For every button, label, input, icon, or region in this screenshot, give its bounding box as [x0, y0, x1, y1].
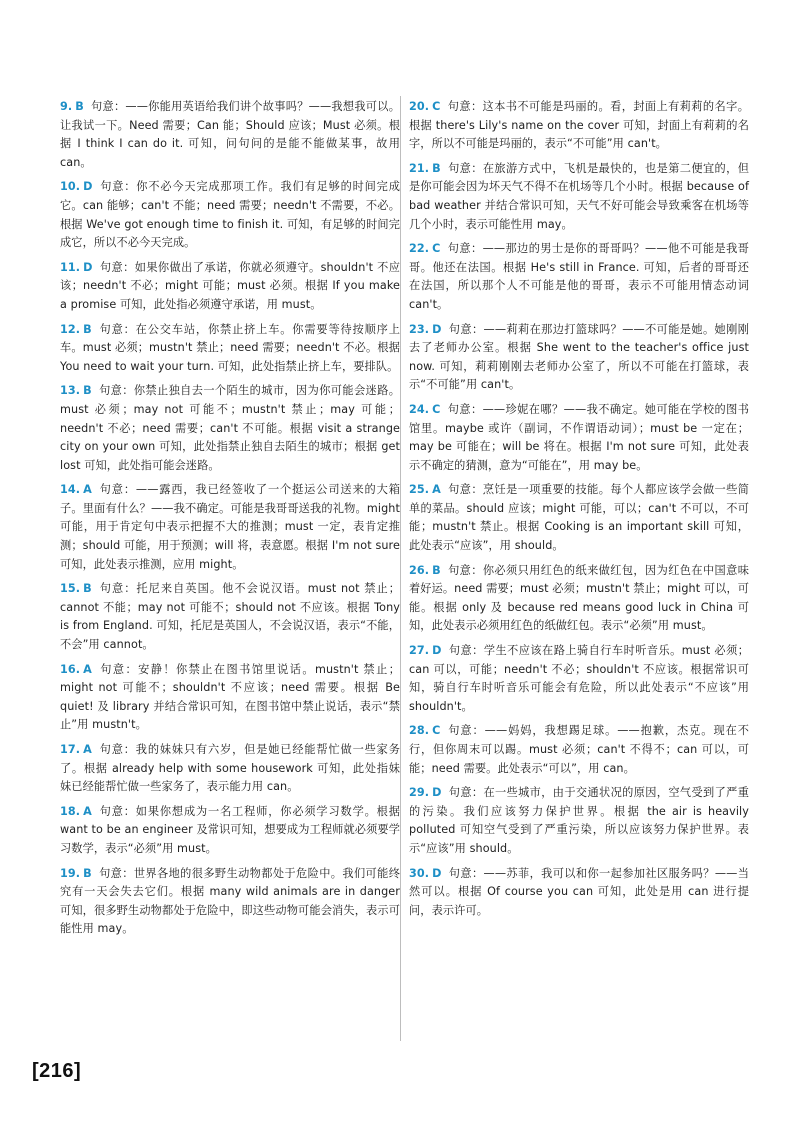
- number-label: 27.: [409, 644, 430, 658]
- answer-entry: [60, 803, 400, 859]
- number-label: 26.: [409, 563, 430, 577]
- answer-letter: B: [83, 866, 92, 880]
- question-number: [409, 564, 441, 577]
- explanation-text: 句意：我的妹妹只有六岁，但是她已经能帮忙做一些家务了。根据 already help with some housework 可知，此处指妹妹已经能帮忙做一些家务了，表示能力用 can。: [60, 743, 400, 794]
- explanation-text: 句意：——你能用英语给我们讲个故事吗？——我想我可以。让我试一下。Need 需要；Can 能；Should 应该；Must 必须。根据 I think I can do it. 可知，问句问的是能不能做某事，故用 can。: [60, 100, 400, 169]
- answer-entry: [60, 259, 400, 315]
- explanation-text: 句意：这本书不可能是玛丽的。看，封面上有莉莉的名字。根据 there's Lily's name on the cover 可知，封面上有莉莉的名字，所以不可能是玛丽的，表示“不可能”用 can't。: [409, 100, 749, 151]
- column-divider: [400, 96, 401, 1041]
- question-number: [60, 743, 92, 756]
- question-number: [409, 724, 440, 737]
- answer-entry: [409, 481, 749, 555]
- number-label: 14.: [60, 483, 81, 497]
- number-label: 16.: [60, 662, 81, 676]
- number-label: 11.: [60, 260, 81, 274]
- answer-letter: B: [75, 100, 84, 113]
- right-column: [409, 98, 749, 926]
- explanation-text: 句意：烹饪是一项重要的技能。每个人都应该学会做一些简单的菜品。should 应该；might 可能，可以；can't 不可以，不可能；mustn't 禁止。根据 Cooking is an important skill 可知，此处表示“应该”，用 should。: [409, 483, 749, 553]
- answer-letter: D: [432, 866, 442, 880]
- answer-entry: [60, 865, 400, 939]
- explanation-text: 句意：如果你做出了承诺，你就必须遵守。shouldn't 不应该；needn't 不必；might 可能；must 必须。根据 If you make a promise 可知，此处指必须遵守承诺，用 must。: [60, 260, 400, 311]
- question-number: [60, 384, 92, 397]
- answer-entry: [60, 741, 400, 797]
- question-number: [60, 867, 92, 880]
- answer-entry: [409, 722, 749, 778]
- question-number: [409, 242, 440, 255]
- answer-entry: [409, 865, 749, 921]
- answer-entry: [60, 382, 400, 475]
- answer-letter: B: [83, 384, 92, 398]
- left-column: [60, 98, 400, 945]
- answer-letter: A: [83, 662, 92, 676]
- question-number: [409, 867, 442, 880]
- answer-entry: [60, 481, 400, 574]
- number-label: 29.: [409, 786, 430, 800]
- question-number: [60, 100, 84, 113]
- answer-entry: [409, 401, 749, 475]
- answer-letter: C: [432, 100, 441, 113]
- question-number: [60, 483, 92, 496]
- explanation-text: 句意：在公交车站，你禁止挤上车。你需要等待按顺序上车。must 必须；mustn't 禁止；need 需要；needn't 不必。根据 You need to wait your turn. 可知，此处指禁止挤上车，要排队。: [60, 322, 400, 373]
- explanation-text: 句意：你禁止独自去一个陌生的城市，因为你可能会迷路。must 必须；may not 可能不；mustn't 禁止；may 可能；needn't 不必；need 需要；can't 不可能。根据 visit a strange city on your own 可知，此处指禁止独自去陌生的城市；根据 get lost 可知，此处指可能会迷路。: [60, 384, 400, 472]
- explanation-text: 句意：——露西，我已经签收了一个挺运公司送来的大箱子。里面有什么？——我不确定。可能是我哥哥送我的礼物。might 可能，用于肯定句中表示把握不大的推测；must 一定，表肯定推测；should 可能，用于预测；will 将，表意愿。根据 I'm not sure 可知，此处表示推测，应用 might。: [60, 483, 400, 571]
- number-label: 13.: [60, 384, 81, 398]
- number-label: 30.: [409, 866, 430, 880]
- answer-entry: [409, 642, 749, 716]
- number-label: 12.: [60, 322, 81, 336]
- answer-entry: [409, 784, 749, 858]
- answer-letter: D: [432, 322, 442, 336]
- answer-letter: A: [83, 483, 92, 497]
- question-number: [409, 644, 442, 657]
- answer-letter: B: [432, 563, 441, 577]
- answer-letter: C: [432, 724, 441, 738]
- number-label: 9.: [60, 100, 73, 113]
- explanation-text: 句意：在旅游方式中，飞机是最快的，也是第二便宜的，但是你可能会因为坏天气不得不在机场等几个小时。根据 because of bad weather 并结合常识可知，天气不好可能会导致乘客在机场等几个小时，表示可能性用 may。: [409, 161, 749, 231]
- question-number: [60, 261, 93, 274]
- answer-letter: B: [432, 161, 441, 175]
- answer-entry: [409, 562, 749, 636]
- answer-entry: [60, 321, 400, 377]
- question-number: [409, 403, 440, 416]
- answer-letter: C: [432, 242, 441, 256]
- question-number: [409, 323, 442, 336]
- answer-entry: [60, 178, 400, 252]
- question-number: [409, 162, 441, 175]
- number-label: 20.: [409, 100, 430, 113]
- number-label: 25.: [409, 483, 430, 497]
- explanation-text: 句意：你不必今天完成那项工作。我们有足够的时间完成它。can 能够；can't 不能；need 需要；needn't 不需要，不必。根据 We've got enough time to finish it. 可知，有足够的时间完成它，所以不必今天完成。: [60, 180, 400, 250]
- number-label: 28.: [409, 724, 430, 738]
- answer-entry: [409, 240, 749, 314]
- answer-letter: D: [83, 260, 93, 274]
- answer-entry: [409, 321, 749, 395]
- answer-letter: A: [83, 743, 92, 756]
- explanation-text: 句意：你必须只用红色的纸来做红包，因为红色在中国意味着好运。need 需要；must 必须；mustn't 禁止；might 可以，可能。根据 only 及 because red means good luck in China 可知，此处表示必须用红色的纸做红包。表示“必须”用 must。: [409, 563, 750, 633]
- number-label: 10.: [60, 180, 81, 194]
- explanation-text: 句意：——那边的男士是你的哥哥吗？——他不可能是我哥哥。他还在法国。根据 He's still in France. 可知，后者的哥哥还在法国，所以那个人不可能是他的哥哥，表示不可能用情态动词 can't。: [409, 242, 749, 311]
- explanation-text: 句意：在一些城市，由于交通状况的原因，空气受到了严重的污染。我们应该努力保护世界。根据 the air is heavily polluted 可知空气受到了严重污染，所以应该努力保护世界。表示“应该”用 should。: [409, 786, 749, 855]
- answer-letter: B: [83, 322, 92, 336]
- answer-letter: A: [83, 804, 92, 818]
- number-label: 24.: [409, 402, 430, 416]
- explanation-text: 句意：世界各地的很多野生动物都处于危险中。我们可能终究有一天会失去它们。根据 many wild animals are in danger 可知，很多野生动物都处于危险中，即这些动物可能会消失，表示可能性用 may。: [60, 866, 400, 936]
- answer-entry: [409, 98, 749, 154]
- explanation-text: 句意：——莉莉在那边打篮球吗？——不可能是她。她刚刚去了老师办公室。根据 She went to the teacher's office just now. 可知，莉莉刚刚去老师办公室了，所以不可能在打篮球，表示“不可能”用 can't。: [409, 322, 749, 392]
- explanation-text: 句意：——苏菲，我可以和你一起参加社区服务吗？——当然可以。根据 Of course you can 可知，此处是用 can 进行提问，表示许可。: [409, 866, 749, 917]
- number-label: 17.: [60, 743, 81, 756]
- answer-entry: [60, 98, 400, 172]
- page-number: [216]: [32, 1060, 82, 1082]
- question-number: [60, 805, 92, 818]
- number-label: 18.: [60, 804, 81, 818]
- number-label: 15.: [60, 582, 81, 596]
- answer-entry: [409, 160, 749, 234]
- answer-letter: D: [83, 180, 93, 194]
- number-label: 23.: [409, 322, 430, 336]
- explanation-text: 句意：——珍妮在哪？——我不确定。她可能在学校的图书馆里。maybe 或许（副词，不作谓语动词）；must be 一定在；may be 可能在；will be 将在。根据 I'm not sure 可知，此处表示不确定的猜测，意为“可能在”，用 may be。: [409, 402, 749, 472]
- number-label: 19.: [60, 866, 81, 880]
- explanation-text: 句意：安静！你禁止在图书馆里说话。mustn't 禁止；might not 可能不；shouldn't 不应该；need 需要。根据 Be quiet! 及 library 并结合常识可知，在图书馆中禁止说话，表示“禁止”用 mustn't。: [60, 662, 400, 732]
- explanation-text: 句意：学生不应该在路上骑自行车时听音乐。must 必须；can 可以，可能；needn't 不必；shouldn't 不应该。根据常识可知，骑自行车时听音乐可能会有危险，所以此处表示“不应该”用 shouldn't。: [409, 644, 749, 713]
- number-label: 22.: [409, 242, 430, 256]
- answer-entry: [60, 580, 400, 654]
- question-number: [60, 582, 92, 595]
- number-label: 21.: [409, 161, 430, 175]
- question-number: [60, 663, 92, 676]
- answer-letter: A: [432, 483, 441, 497]
- explanation-text: 句意：如果你想成为一名工程师，你必须学习数学。根据 want to be an engineer 及常识可知，想要成为工程师就必须要学习数学，表示“必须”用 must。: [60, 804, 400, 855]
- explanation-text: 句意：——妈妈，我想踢足球。——抱歉，杰克。现在不行，但你周末可以踢。must 必须；can't 不得不；can 可以，可能；need 需要。此处表示“可以”，用 can。: [409, 724, 749, 775]
- answer-letter: D: [432, 786, 442, 800]
- answer-letter: B: [83, 582, 92, 596]
- answer-entry: [60, 661, 400, 735]
- question-number: [60, 323, 92, 336]
- explanation-text: 句意：托尼来自英国。他不会说汉语。must not 禁止；cannot 不能；may not 可能不；should not 不应该。根据 Tony is from England. 可知，托尼是英国人，不会说汉语，表示“不能，不会”用 cannot。: [60, 582, 400, 652]
- question-number: [409, 483, 441, 496]
- question-number: [60, 180, 93, 193]
- question-number: [409, 100, 440, 113]
- question-number: [409, 786, 442, 799]
- answer-letter: D: [432, 644, 442, 658]
- answer-letter: C: [432, 402, 441, 416]
